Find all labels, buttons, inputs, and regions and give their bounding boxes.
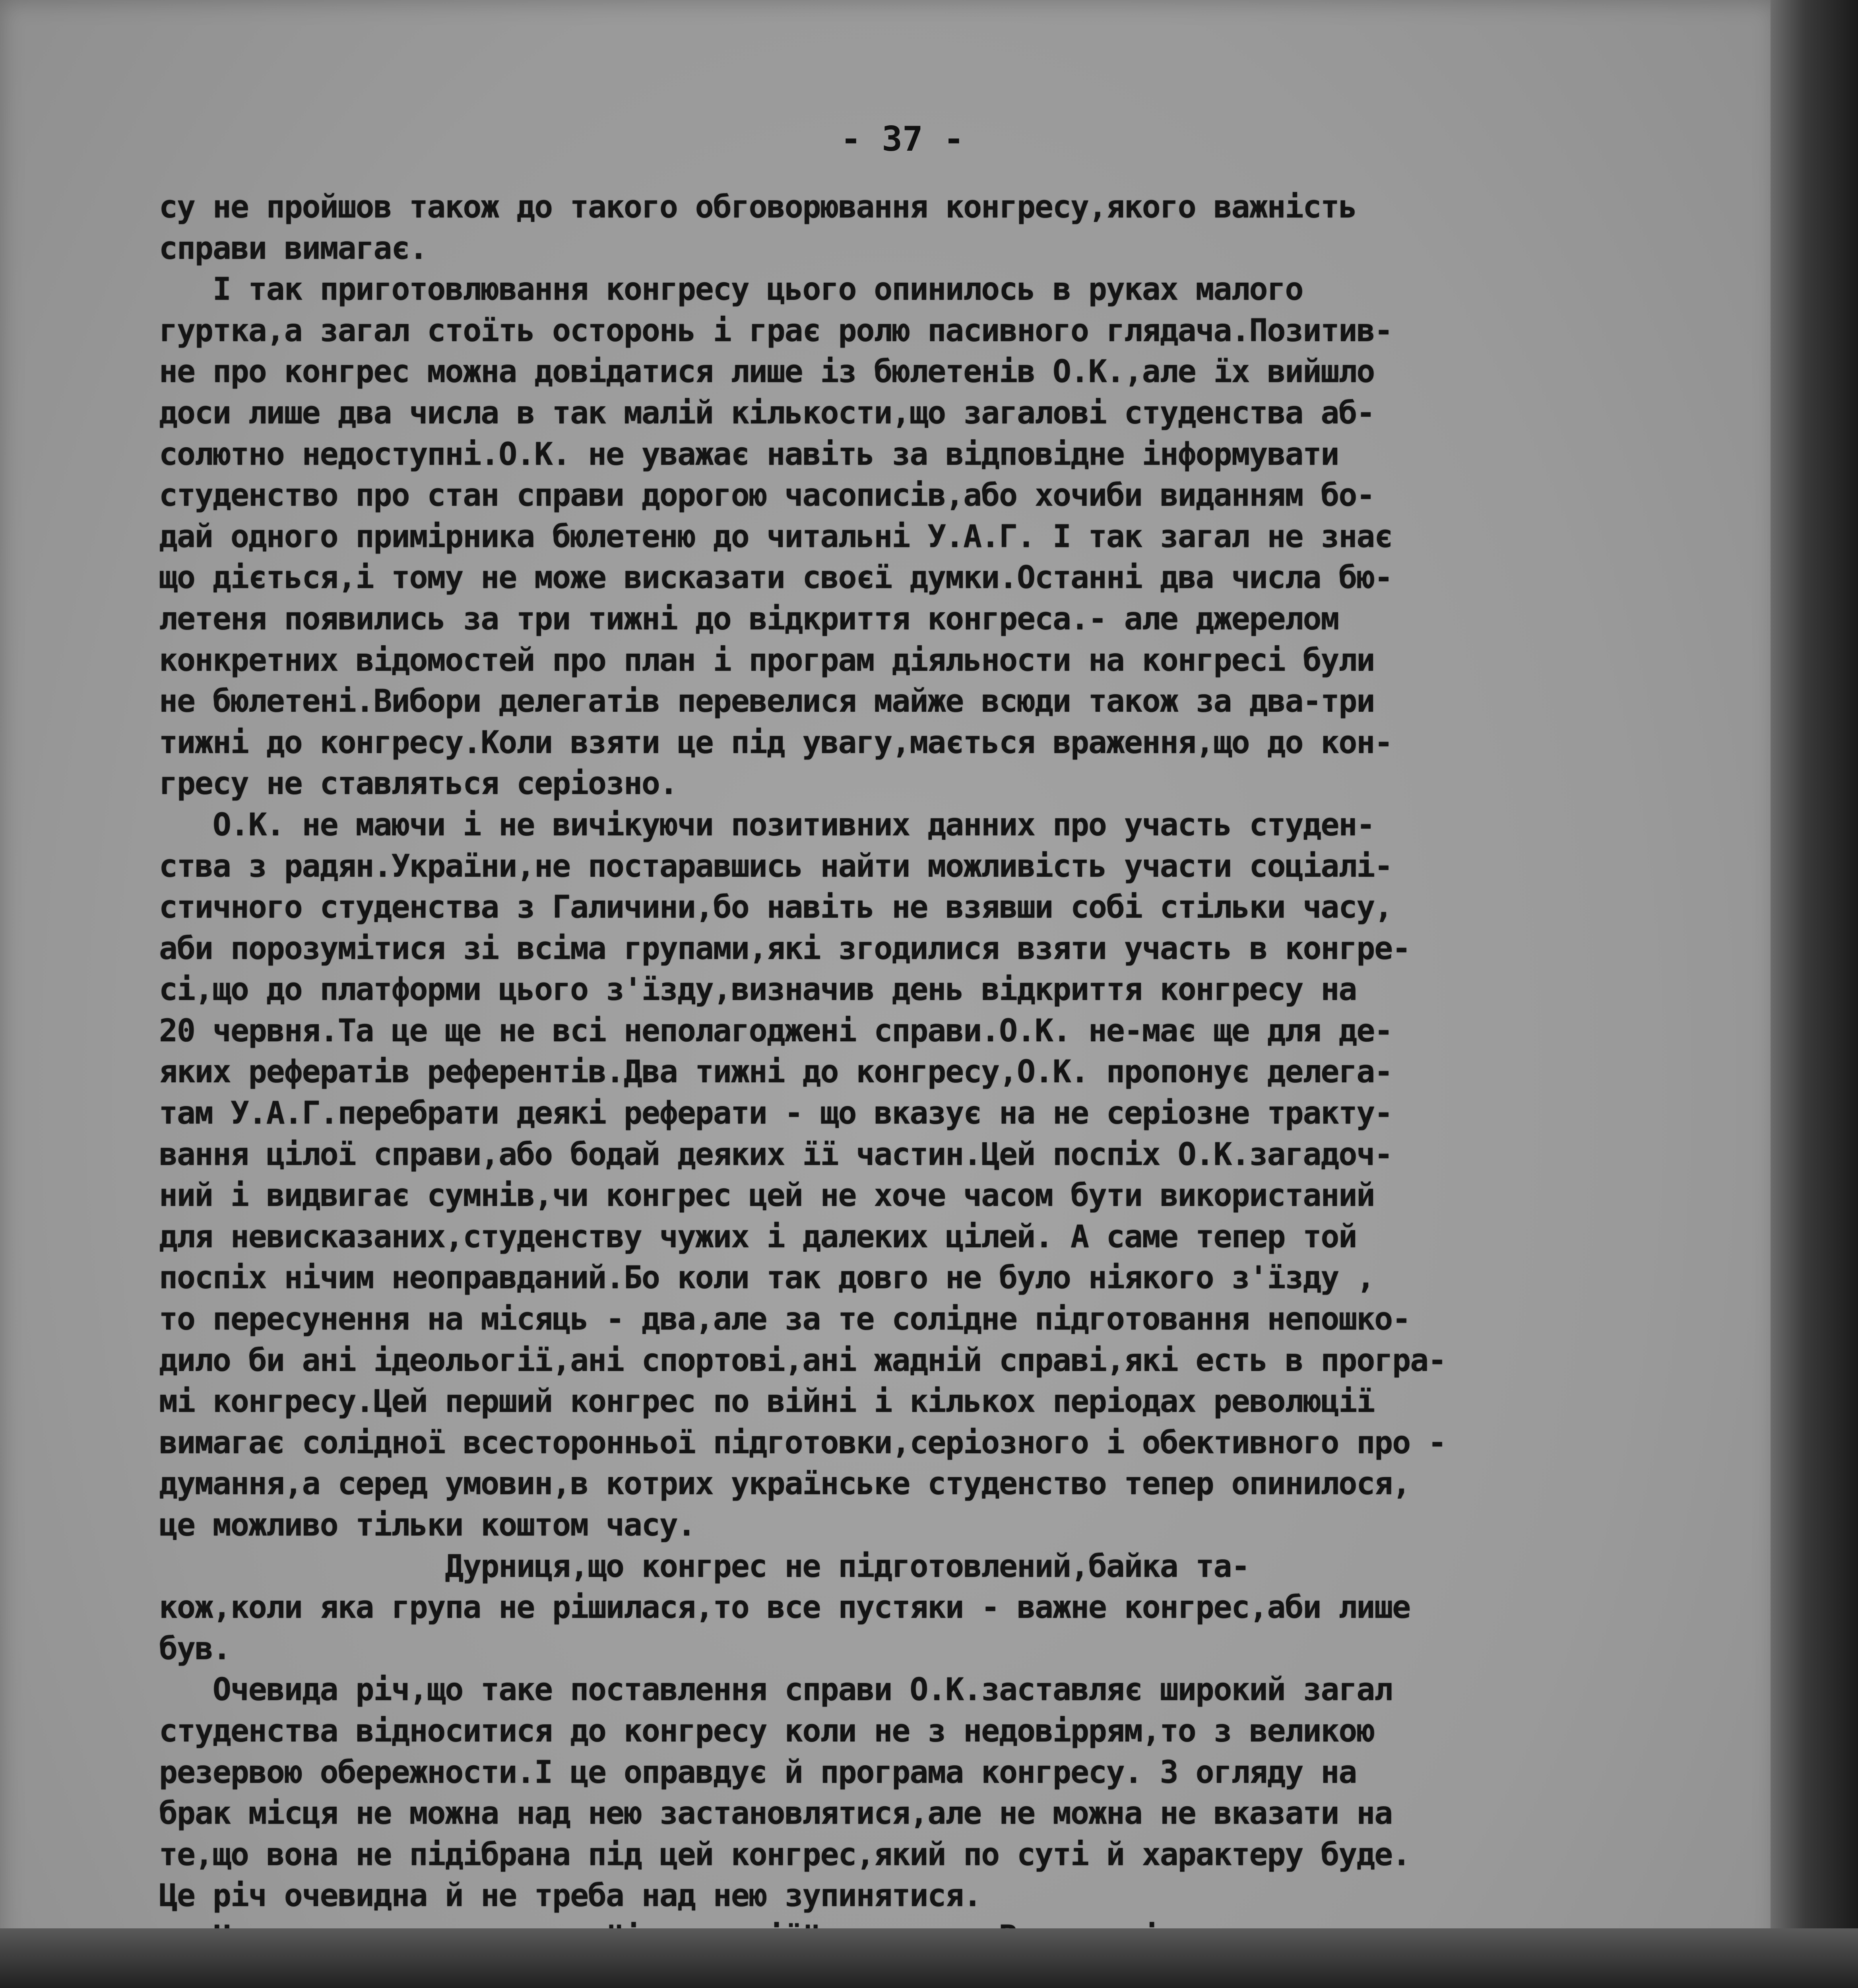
text-line: летеня появились за три тижні до відкриття конгреса.- але джерелом [159, 601, 1339, 637]
text-line: мі конгресу.Цей перший конгрес по війні і кількох періодах революції [159, 1384, 1375, 1420]
text-line: резервою обережности.І це оправдує й програма конгресу. З огляду на [159, 1754, 1357, 1790]
text-line: солютно недоступні.О.К. не уважає навіть за відповідне інформувати [159, 436, 1339, 472]
document-text [159, 187, 1733, 1988]
text-line: доси лише два числа в так малій кількости,що загалові студенства аб- [159, 395, 1375, 431]
text-line: дай одного примірника бюлетеню до читальні У.А.Г. І так загал не знає [159, 518, 1393, 555]
text-line: справи вимагає. [159, 230, 427, 266]
text-line: був. [159, 1631, 231, 1667]
text-line: су не пройшов також до такого обговорювання конгресу,якого важність [159, 189, 1357, 225]
text-line: не про конгрес можна довідатися лише із бюлетенів О.К.,але їх вийшло [159, 354, 1375, 390]
text-line: 20 червня.Та це ще не всі неполагоджені справи.О.К. не-має ще для де- [159, 1013, 1393, 1049]
text-line: для невисказаних,студенству чужих і далеких цілей. А саме тепер той [159, 1219, 1357, 1255]
text-line: кож,коли яка група не рішилася,то все пустяки - важне конгрес,аби лише [159, 1590, 1410, 1626]
text-line: не бюлетені.Вибори делегатів перевелися майже всюди також за два-три [159, 683, 1375, 720]
text-line: дило би ані ідеольогії,ані спортові,ані жадній справі,які есть в програ- [159, 1342, 1446, 1378]
text-line: брак місця не можна над нею застановлятися,але не можна не вказати на [159, 1796, 1393, 1832]
text-line: О.К. не маючи і не вичікуючи позитивних данних про участь студен- [159, 807, 1375, 843]
text-line: Очевида річ,що таке поставлення справи О.К.заставляє широкий загал [159, 1672, 1393, 1708]
text-line: І так приготовлювання конгресу цього опинилось в руках малого [159, 272, 1303, 308]
text-line: сі,що до платформи цього з'їзду,визначив день відкриття конгресу на [159, 972, 1357, 1008]
text-line: там У.А.Г.перебрати деякі реферати - що вказує на не серіозне тракту- [159, 1095, 1393, 1132]
scan-edge-bottom [0, 1928, 1858, 1988]
text-line: тижні до конгресу.Коли взяти це під увагу,мається враження,що до кон- [159, 724, 1393, 761]
text-line: думання,а серед умовин,в котрих українське студенство тепер опинилося, [159, 1466, 1410, 1502]
text-line: що діється,і тому не може висказати своєї думки.Останні два числа бю- [159, 560, 1393, 596]
scan-edge-right [1771, 0, 1858, 1988]
text-line: то пересунення на місяць - два,але за те солідне підготовання непошко- [159, 1301, 1410, 1338]
text-line: студенство про стан справи дорогою часописів,або хочиби виданням бо- [159, 478, 1375, 514]
text-line: аби порозумітися зі всіма групами,які згодилися взяти участь в конгре- [159, 930, 1410, 967]
text-line: Це річ очевидна й не треба над нею зупинятися. [159, 1878, 981, 1914]
text-line: стичного студенства з Галичини,бо навіть не взявши собі стільки часу, [159, 889, 1393, 926]
text-line: поспіх нічим неоправданий.Бо коли так довго не було ніякого з'їзду , [159, 1260, 1375, 1296]
text-line: гуртка,а загал стоїть осторонь і грає ролю пасивного глядача.Позитив- [159, 313, 1393, 349]
page-number: - 37 - [840, 119, 964, 159]
text-line: студенства відноситися до конгресу коли не з недовіррям,то з великою [159, 1713, 1375, 1749]
text-line: це можливо тільки коштом часу. [159, 1507, 695, 1543]
text-line: вання цілої справи,або бодай деяких її частин.Цей поспіх О.К.загадоч- [159, 1136, 1393, 1173]
text-line: те,що вона не підібрана під цей конгрес,який по суті й характеру буде. [159, 1837, 1410, 1873]
text-line: яких рефератів референтів.Два тижні до конгресу,О.К. пропонує делега- [159, 1054, 1393, 1090]
text-line: ства з радян.України,не постаравшись найти можливість участи соціалі- [159, 848, 1393, 884]
text-line: вимагає солідної всесторонньої підготовки,серіозного і обективного про - [159, 1425, 1446, 1461]
text-line: ний і видвигає сумнів,чи конгрес цей не хоче часом бути використаний [159, 1178, 1375, 1214]
text-line: конкретних відомостей про план і програм діяльности на конгресі були [159, 642, 1375, 678]
text-line: гресу не ставляться серіозно. [159, 766, 677, 802]
text-line: Дурниця,що конгрес не підготовлений,байка та- [159, 1548, 1249, 1584]
